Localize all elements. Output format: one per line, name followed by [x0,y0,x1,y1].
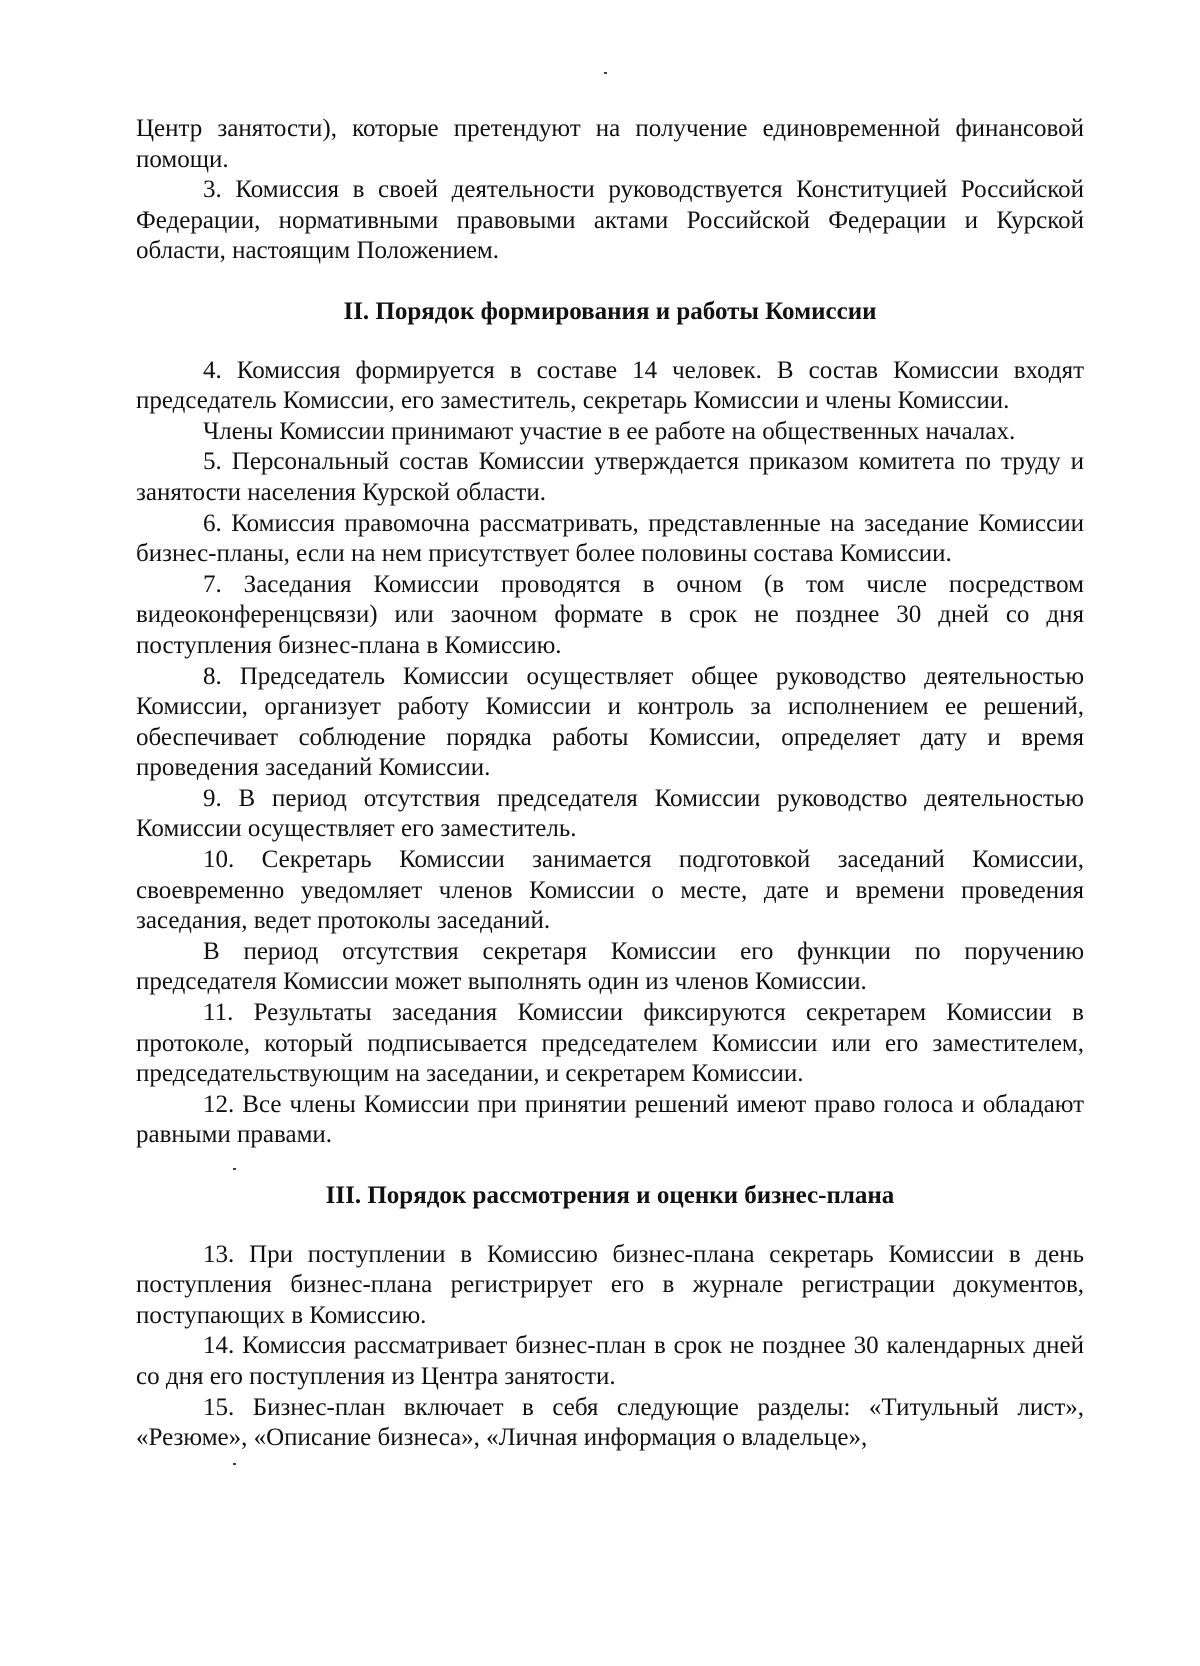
paragraph-12: 12. Все члены Комиссии при принятии решений имеют право голоса и обладают равными правами. [136,1090,1084,1149]
paragraph-4: 4. Комиссия формируется в составе 14 человек. В состав Комиссии входят председатель Комиссии, его заместитель, секретарь Комиссии и члены Комиссии. [136,356,1084,415]
paragraph-13: 13. При поступлении в Комиссию бизнес-плана секретарь Комиссии в день поступления бизнес-плана регистрирует его в журнале регистрации документов, поступающих в Комиссию. [136,1240,1084,1329]
paragraph-6: 6. Комиссия правомочна рассматривать, представленные на заседание Комиссии бизнес-планы, если на нем присутствует более половины состава Комиссии. [136,509,1084,568]
paragraph-10: 10. Секретарь Комиссии занимается подготовкой заседаний Комиссии, своевременно уведомляет членов Комиссии о месте, дате и времени проведения заседания, ведет протоколы заседаний. [136,846,1084,935]
section-heading-3: III. Порядок рассмотрения и оценки бизнес-плана [325,1182,895,1209]
scan-speck [604,72,607,74]
paragraph-8: 8. Председатель Комиссии осуществляет общее руководство деятельностью Комиссии, организует работу Комиссии и контроль за исполнением ее решений, обеспечивает соблюдение порядка работы Комиссии, определяет дату и время проведения заседаний Комиссии. [136,662,1084,782]
paragraph-11: 11. Результаты заседания Комиссии фиксируются секретарем Комиссии в протоколе, который подписывается председателем Комиссии или его заместителем, председательствующим на заседании, и секретарем Комиссии. [136,999,1084,1088]
paragraph-5: 5. Персональный состав Комиссии утверждается приказом комитета по труду и занятости населения Курской области. [136,448,1084,506]
paragraph-7: 7. Заседания Комиссии проводятся в очном (в том числе посредством видеоконференцсвязи) или заочном формате в срок не позднее 30 дней со дня поступления бизнес-плана в Комиссию. [136,570,1084,659]
document-page [136,114,1084,1454]
paragraph-4-note: Члены Комиссии принимают участие в ее работе на общественных началах. [203,417,1016,445]
paragraph-14: 14. Комиссия рассматривает бизнес-план в срок не позднее 30 календарных дней со дня его поступления из Центра занятости. [136,1332,1084,1390]
paragraph-10-note: В период отсутствия секретаря Комиссии его функции по поручению председателя Комиссии может выполнять один из членов Комиссии. [136,937,1084,996]
continuation-paragraph: Центр занятости), которые претендуют на получение единовременной финансовой помощи. [136,115,1084,173]
scan-speck [233,1463,236,1465]
paragraph-15: 15. Бизнес-план включает в себя следующие разделы: «Титульный лист», «Резюме», «Описание бизнеса», «Личная информация о владельце», [136,1393,1084,1452]
paragraph-3: 3. Комиссия в своей деятельности руководствуется Конституцией Российской Федерации, нормативными правовыми актами Российской Федерации и Курской области, настоящим Положением. [136,176,1084,265]
section-heading-2: II. Порядок формирования и работы Комиссии [343,297,877,325]
paragraph-9: 9. В период отсутствия председателя Комиссии руководство деятельностью Комиссии осуществляет его заместитель. [136,784,1084,843]
